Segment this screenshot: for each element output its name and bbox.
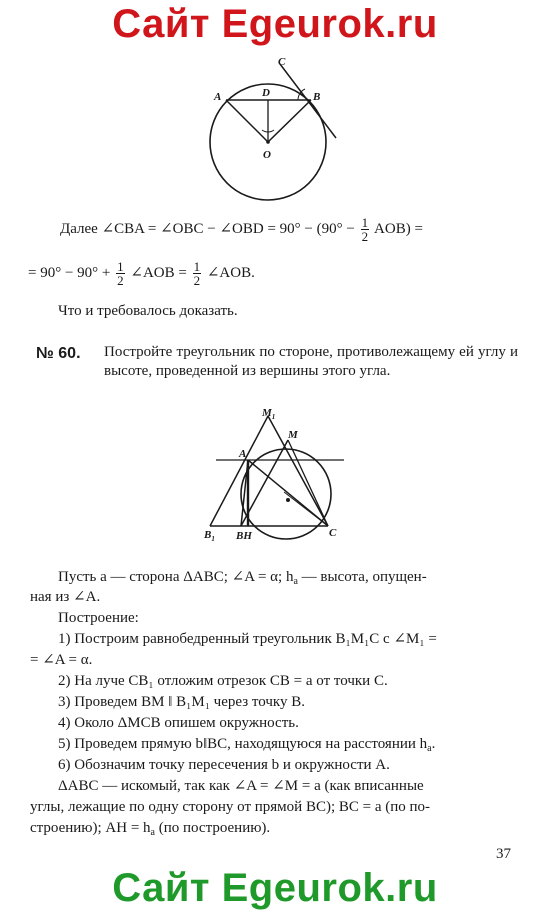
label-b: B — [313, 91, 321, 103]
problem-number: № 60. — [36, 345, 81, 362]
fraction-half: $\frac{1}{2}$ — [361, 215, 369, 244]
label-m: M — [288, 429, 298, 441]
sol-line-2: ная из ∠A. — [30, 589, 101, 605]
label-b1: $B_1$ — [204, 529, 215, 543]
figure-circle-tangent — [190, 56, 370, 206]
sol-line-6: 2) На луче CB₁ отложим отрезок CB = a от точки C. — [58, 673, 388, 689]
proof-conclusion: Что и требовалось доказать. — [58, 303, 238, 319]
label-a: A — [239, 448, 247, 460]
site-banner-bottom: Сайт Egeurok.ru — [112, 866, 438, 910]
sol-line-8: 4) Около ΔMCB опишем окружность. — [58, 715, 299, 731]
page-number: 37 — [496, 846, 511, 862]
sol-line-3: Построение: — [58, 610, 139, 626]
fraction-half: $\frac{1}{2}$ — [117, 259, 124, 288]
problem-statement: Постройте треугольник по стороне, противолежащему ей углу и высоте, проведенной из вершины этого угла. — [104, 344, 518, 379]
proof-line-2: = 90° − 90° + $\frac{1}{2}$ ∠AOB = $\frac{1}{2}$ ∠AOB. — [28, 259, 255, 288]
proof-line-1: Далее ∠CBA = ∠OBC − ∠OBD = 90° − (90° − $\frac{1}{2}$ AOB) = — [60, 215, 423, 244]
sol-line-12: углы, лежащие по одну сторону от прямой BC); BC = a (по по- — [30, 799, 431, 815]
sol-line-7: 3) Проведем BM ‖ B₁M₁ через точку B. — [58, 694, 305, 710]
label-bh: BH — [236, 530, 252, 542]
fraction-half: $\frac{1}{2}$ — [193, 259, 201, 288]
sol-line-13: строению); AH = $h_a$ (по построению). — [30, 820, 271, 838]
site-banner-top: Сайт Egeurok.ru — [112, 2, 438, 46]
sol-line-9: 5) Проведем прямую b‖BC, находящуюся на расстоянии $h_a$. — [58, 736, 436, 754]
label-o: O — [263, 149, 271, 161]
label-c: C — [329, 527, 337, 539]
figure-construction — [196, 408, 356, 558]
label-c: C — [278, 56, 286, 68]
label-a: A — [214, 91, 222, 103]
sol-line-5: = ∠A = α. — [30, 652, 93, 668]
sol-line-10: 6) Обозначим точку пересечения b и окружности A. — [58, 757, 390, 773]
sol-line-4: 1) Построим равнобедренный треугольник B₁M₁C с ∠M₁ = — [58, 631, 437, 647]
sol-line-1: Пусть a — сторона ΔABC; ∠A = α; $h_a$ — высота, опущен- — [58, 569, 427, 587]
sol-line-11: ΔABC — искомый, так как ∠A = ∠M = a (как вписанные — [58, 778, 424, 794]
label-d: D — [262, 87, 270, 99]
label-m1: $M_1$ — [262, 408, 276, 421]
